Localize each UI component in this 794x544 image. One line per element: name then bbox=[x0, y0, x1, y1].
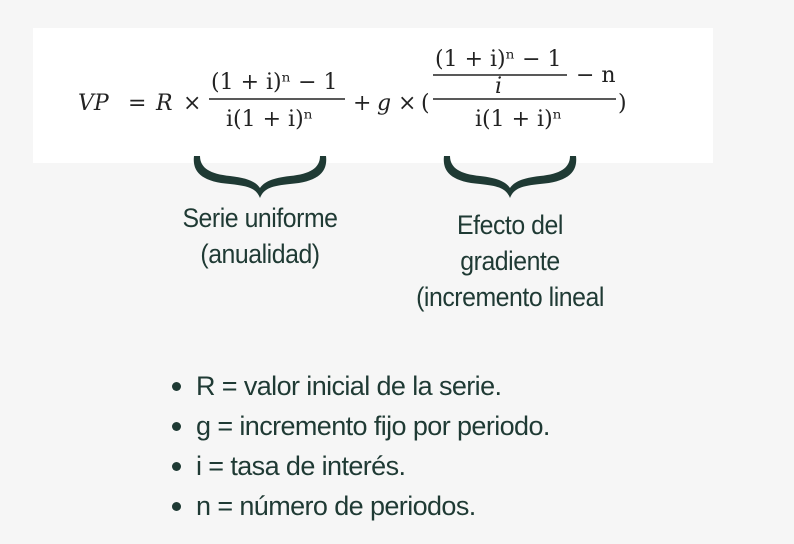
inner-denominator: i bbox=[495, 74, 503, 99]
label-gradient-line-2: gradiente bbox=[460, 246, 560, 276]
frac1-denominator: i(1 + i)ⁿ bbox=[226, 107, 314, 132]
list-item bbox=[172, 366, 550, 406]
label-uniform-line-1: Serie uniforme bbox=[182, 203, 338, 233]
definition-n: n = número de periodos. bbox=[196, 491, 476, 521]
label-gradient-line-1: Efecto del bbox=[457, 210, 563, 240]
formula-open-paren: ( bbox=[421, 91, 430, 116]
list-item bbox=[172, 446, 550, 486]
inner-numerator: (1 + i)ⁿ − 1 bbox=[435, 47, 562, 72]
definitions-list bbox=[172, 366, 550, 526]
formula-plus: + bbox=[353, 91, 372, 116]
formula-panel bbox=[33, 28, 713, 163]
formula-g: g bbox=[377, 91, 392, 116]
label-efecto-gradiente bbox=[400, 207, 621, 315]
formula-minus-n: − n bbox=[576, 63, 616, 88]
formula-times-2: × bbox=[398, 91, 417, 116]
list-item bbox=[172, 486, 550, 526]
outer-denominator: i(1 + i)ⁿ bbox=[475, 107, 563, 132]
label-serie-uniforme bbox=[159, 200, 361, 272]
bullet-icon bbox=[172, 502, 181, 511]
formula-R: R bbox=[156, 91, 173, 116]
right-brace-icon bbox=[440, 152, 580, 202]
label-gradient-line-3: (incremento lineal bbox=[416, 282, 604, 312]
formula-lhs: VP bbox=[78, 91, 109, 116]
definition-g: g = incremento fijo por periodo. bbox=[196, 411, 550, 441]
label-uniform-line-2: (anualidad) bbox=[200, 239, 320, 269]
bullet-icon bbox=[172, 462, 181, 471]
left-brace-icon bbox=[190, 152, 330, 202]
formula-equals: = bbox=[128, 91, 147, 116]
bullet-icon bbox=[172, 382, 181, 391]
formula-equation bbox=[33, 28, 713, 163]
bullet-icon bbox=[172, 422, 181, 431]
formula-times-1: × bbox=[183, 91, 202, 116]
definition-R: R = valor inicial de la serie. bbox=[196, 371, 502, 401]
definition-i: i = tasa de interés. bbox=[196, 451, 406, 481]
list-item bbox=[172, 406, 550, 446]
formula-close-paren: ) bbox=[618, 91, 627, 116]
frac1-numerator: (1 + i)ⁿ − 1 bbox=[211, 70, 338, 95]
